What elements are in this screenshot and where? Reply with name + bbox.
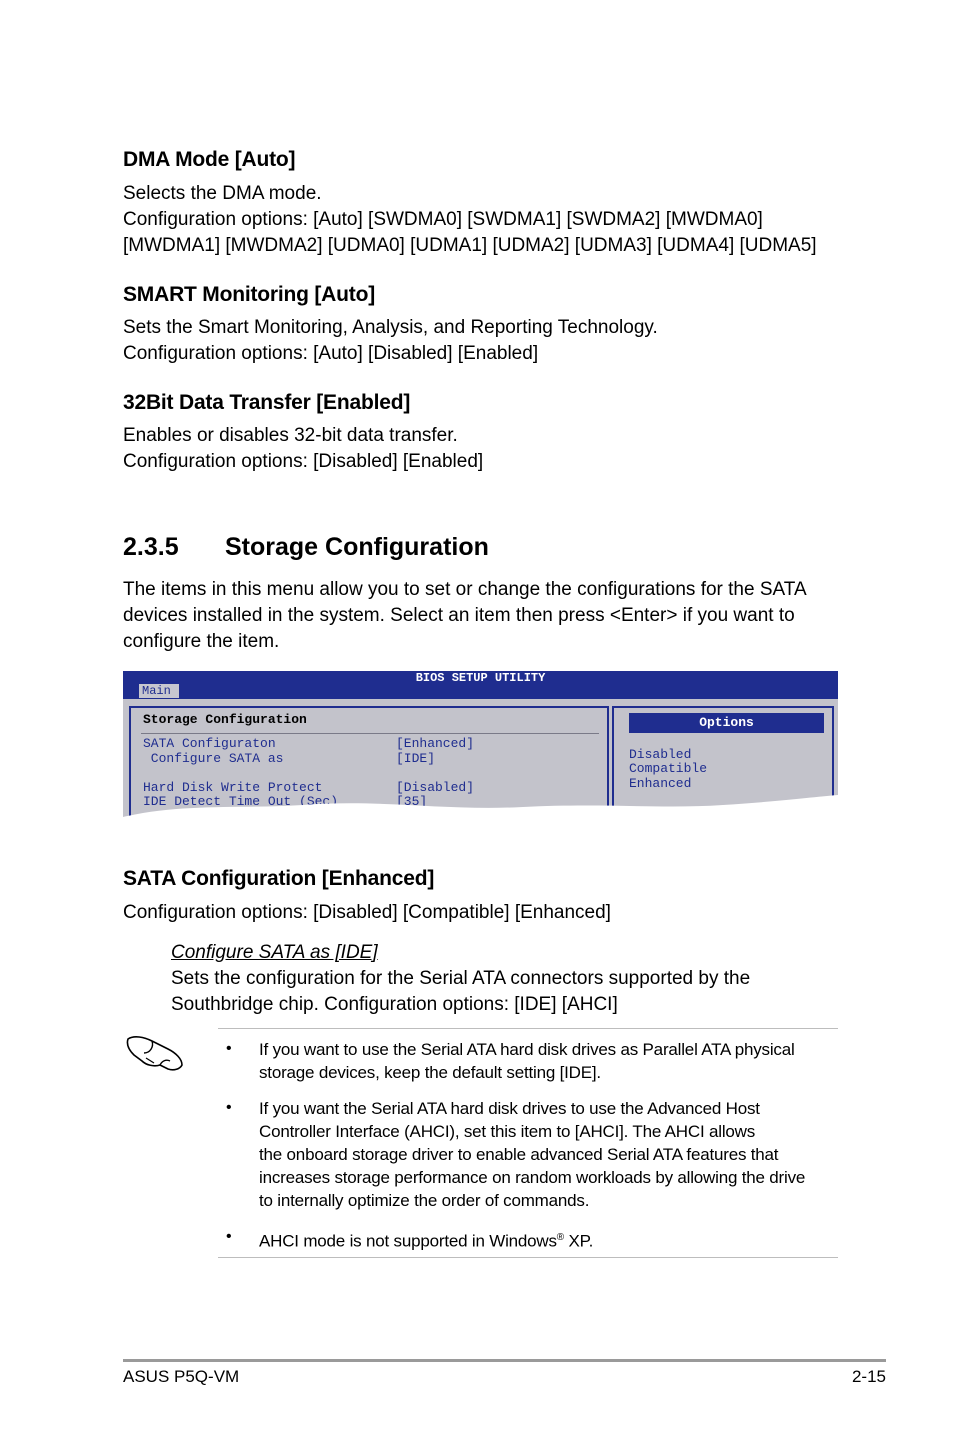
footer-page-number: 2-15 xyxy=(851,1367,886,1386)
note-line-text: If you want the Serial ATA hard disk drives to use the Advanced Host xyxy=(259,1099,760,1118)
smart-line: Sets the Smart Monitoring, Analysis, and Reporting Technology. xyxy=(123,317,658,338)
storage-line: configure the item. xyxy=(123,631,280,652)
bios-options-title: Options xyxy=(629,713,824,733)
bios-item-label[interactable]: Hard Disk Write Protect xyxy=(143,780,323,795)
bios-option[interactable]: Disabled xyxy=(629,747,692,762)
storage-line: The items in this menu allow you to set or change the configurations for the SATA xyxy=(123,579,807,600)
storage-line: devices installed in the system. Select an item then press <Enter> if you want to xyxy=(123,605,795,626)
bios-item-value[interactable]: [Disabled] xyxy=(396,780,475,795)
dma-mode-text xyxy=(123,181,817,259)
note-text: AHCI mode is not supported in Windows xyxy=(259,1231,557,1251)
torn-edge xyxy=(123,795,838,819)
bios-screenshot xyxy=(123,671,838,819)
note-line-text: increases storage performance on random workloads by allowing the drive xyxy=(259,1168,806,1187)
bullet-1: • xyxy=(226,1040,232,1057)
dma-line: Selects the DMA mode. xyxy=(123,183,322,204)
bios-tab-main[interactable]: Main xyxy=(139,684,179,698)
note-line-text: If you want to use the Serial ATA hard disk drives as Parallel ATA physical xyxy=(259,1040,795,1059)
registered-mark: ® xyxy=(556,1232,564,1243)
note-line-text: the onboard storage driver to enable advanced Serial ATA features that xyxy=(259,1145,779,1164)
bios-option[interactable]: Enhanced xyxy=(629,776,692,791)
dma-mode-heading: DMA Mode [Auto] xyxy=(123,148,296,171)
sata-config-heading: SATA Configuration [Enhanced] xyxy=(123,867,435,890)
bullet-3: • xyxy=(226,1228,232,1245)
note-line-text: Controller Interface (AHCI), set this item to [AHCI]. The AHCI allows xyxy=(259,1122,756,1141)
configure-line: Southbridge chip. Configuration options: [IDE] [AHCI] xyxy=(171,994,618,1015)
bios-item-label[interactable]: SATA Configuraton xyxy=(143,736,276,751)
bios-item-label[interactable]: IDE Detect Time Out (Sec) xyxy=(143,794,339,809)
bios-item-value[interactable]: [IDE] xyxy=(396,751,436,766)
bios-item-value[interactable]: [35] xyxy=(396,794,428,809)
note-item-1 xyxy=(259,1038,795,1084)
configure-sata-heading: Configure SATA as [IDE] xyxy=(171,942,378,963)
note-item-2 xyxy=(259,1097,805,1212)
dma-line: Configuration options: [Auto] [SWDMA0] [SWDMA1] [SWDMA2] [MWDMA0] xyxy=(123,209,763,230)
bios-option[interactable]: Compatible xyxy=(629,761,708,776)
section-number: 2.3.5 xyxy=(123,533,179,561)
note-line-text: to internally optimize the order of commands. xyxy=(259,1191,590,1210)
note-text: XP. xyxy=(563,1231,594,1251)
data-transfer-text xyxy=(123,423,483,475)
footer-rule xyxy=(123,1359,886,1362)
note-top-rule xyxy=(218,1028,838,1029)
smart-monitoring-heading: SMART Monitoring [Auto] xyxy=(123,283,375,306)
data-transfer-heading: 32Bit Data Transfer [Enabled] xyxy=(123,391,411,414)
bit32-line: Enables or disables 32-bit data transfer. xyxy=(123,425,458,446)
configure-sata-text xyxy=(171,966,750,1018)
bios-item-value[interactable]: [Enhanced] xyxy=(396,736,475,751)
bullet-2: • xyxy=(226,1099,232,1116)
note-bottom-rule xyxy=(218,1257,838,1258)
sata-config-text: Configuration options: [Disabled] [Compatible] [Enhanced] xyxy=(123,902,611,923)
note-item-3 xyxy=(259,1226,593,1253)
configure-line: Sets the configuration for the Serial ATA connectors supported by the xyxy=(171,968,751,989)
bios-item-label[interactable]: Configure SATA as xyxy=(143,751,284,766)
dma-line: [MWDMA1] [MWDMA2] [UDMA0] [UDMA1] [UDMA2] [UDMA3] [UDMA4] [UDMA5] xyxy=(123,235,817,256)
note-hand-icon xyxy=(124,1025,186,1073)
note-line-text: storage devices, keep the default setting [IDE]. xyxy=(259,1063,601,1082)
smart-line: Configuration options: [Auto] [Disabled] [Enabled] xyxy=(123,343,539,364)
bios-panel-title: Storage Configuration xyxy=(143,712,307,727)
bit32-line: Configuration options: [Disabled] [Enabled] xyxy=(123,451,484,472)
section-title: Storage Configuration xyxy=(225,533,489,561)
bios-title: BIOS SETUP UTILITY xyxy=(415,671,546,685)
storage-intro xyxy=(123,577,807,655)
smart-monitoring-text xyxy=(123,315,658,367)
footer-model: ASUS P5Q-VM xyxy=(123,1367,240,1386)
bios-separator xyxy=(141,733,599,734)
